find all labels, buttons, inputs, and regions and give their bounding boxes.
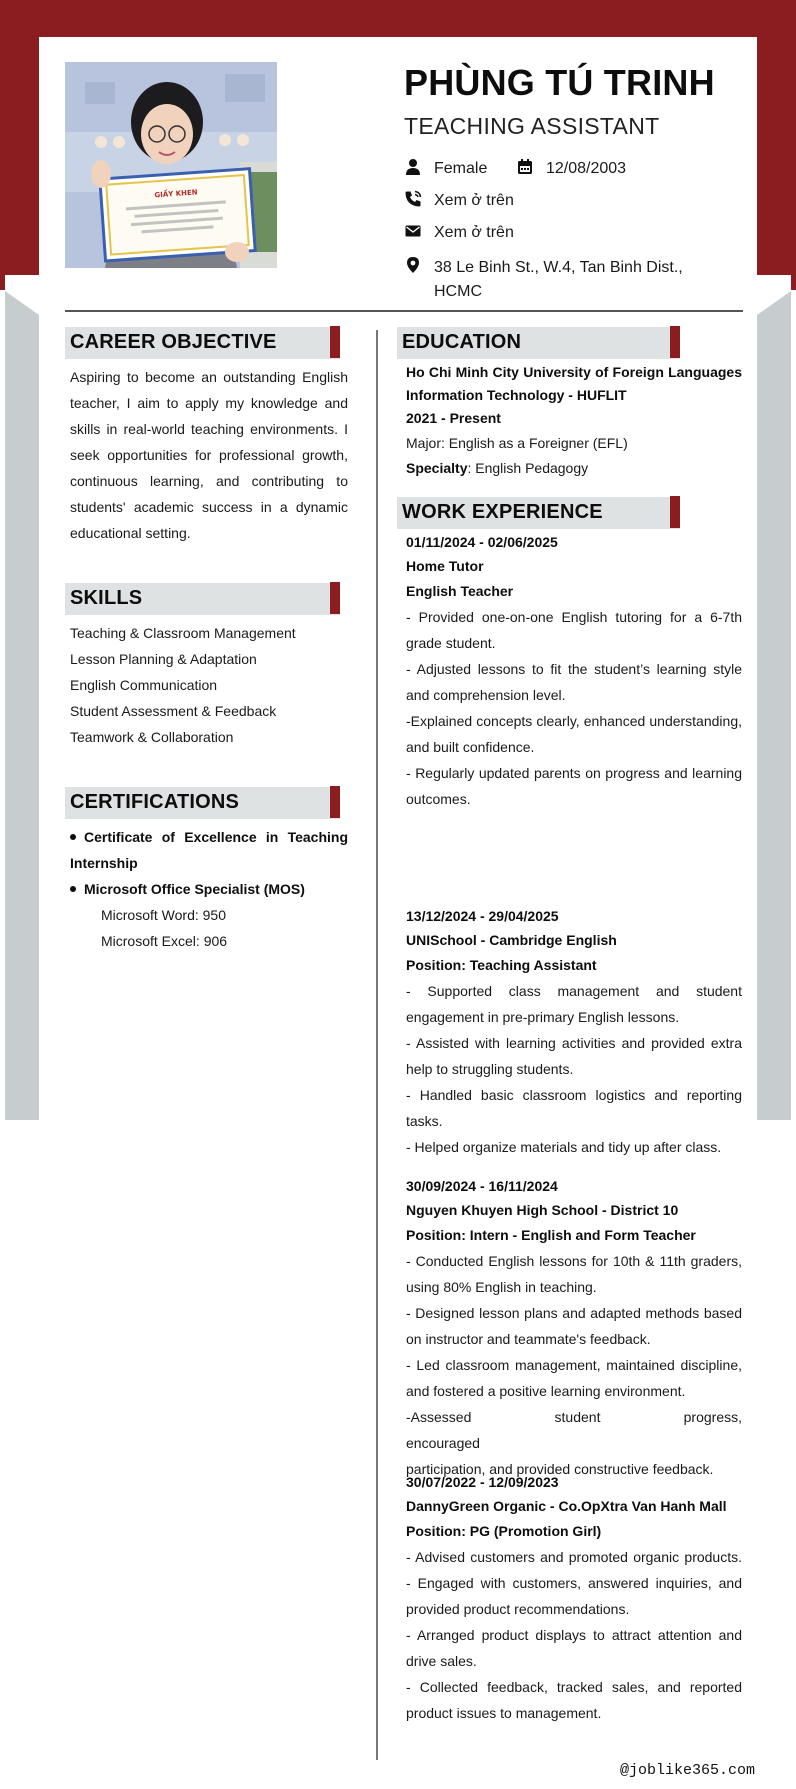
specialty-value: : English Pedagogy <box>467 460 589 476</box>
footer-watermark: @joblike365.com <box>620 1762 756 1779</box>
email: Xem ở trên <box>434 224 514 241</box>
section-heading-work-experience <box>397 497 680 529</box>
job-line: and built confidence. <box>406 739 535 755</box>
objective-line: students' academic success in a dynamic <box>70 499 348 515</box>
objective-line: continuous learning, and contributing to <box>70 473 348 489</box>
job-line: - Advised customers and promoted organic products. <box>406 1549 742 1565</box>
job-organization: Nguyen Khuyen High School - District 10 <box>406 1202 679 1218</box>
job-line: - Handled basic classroom logistics and reporting <box>406 1087 742 1103</box>
job-line: help to struggling students. <box>406 1061 574 1077</box>
job-line: - Collected feedback, tracked sales, and reported <box>406 1679 742 1695</box>
objective-line: skills in real-world teaching environments. I <box>70 421 348 437</box>
education-period: 2021 - Present <box>406 410 501 426</box>
phone: Xem ở trên <box>434 192 514 209</box>
job-organization: DannyGreen Organic - Co.OpXtra Van Hanh Mall <box>406 1498 727 1514</box>
objective-line: teacher, I aim to apply my knowledge and <box>70 395 348 411</box>
column-divider <box>376 330 378 1760</box>
job-line: - Engaged with customers, answered inquiries, and <box>406 1575 742 1591</box>
certifications-list <box>70 824 348 954</box>
skill-item: Student Assessment & Feedback <box>70 703 277 719</box>
person-icon <box>404 158 422 176</box>
job-line: product issues to management. <box>406 1705 602 1721</box>
job-organization: UNISchool - Cambridge English <box>406 932 617 948</box>
calendar-icon <box>516 158 534 176</box>
job-line: - Regularly updated parents on progress and learning <box>406 765 742 781</box>
career-objective-text <box>70 364 348 546</box>
certificate-item <box>70 876 348 902</box>
date-of-birth: 12/08/2003 <box>546 160 627 177</box>
skills-list <box>70 620 348 750</box>
job-line: -Explained concepts clearly, enhanced understanding, <box>406 713 742 729</box>
address-line-2: HCMC <box>434 283 482 300</box>
objective-line: seek opportunities for professional growth, <box>70 447 348 463</box>
certificate-text: GIẤY KHEN <box>154 188 198 200</box>
job-line: using 80% English in teaching. <box>406 1279 597 1295</box>
bullet-dot <box>70 886 76 892</box>
job-date: 01/11/2024 - 02/06/2025 <box>406 534 558 550</box>
section-heading-career-objective <box>65 327 340 359</box>
skill-item: Teaching & Classroom Management <box>70 625 296 641</box>
heading-accent-tab <box>330 786 340 818</box>
job-line: - Designed lesson plans and adapted methods based <box>406 1305 742 1321</box>
heading-accent-tab <box>670 326 680 358</box>
job-line: - Led classroom management, maintained discipline, <box>406 1357 742 1373</box>
envelope-icon <box>404 222 422 240</box>
skill-item: English Communication <box>70 677 218 693</box>
job-line: and comprehension level. <box>406 687 566 703</box>
job-description <box>406 1544 742 1726</box>
gender: Female <box>434 160 488 177</box>
header-divider <box>65 310 743 312</box>
section-heading-certifications <box>65 787 340 819</box>
certificate-name: Microsoft Office Specialist (MOS) <box>84 881 305 897</box>
job-line: - Adjusted lessons to fit the student’s learning style <box>406 661 742 677</box>
section-heading-skills <box>65 583 340 615</box>
job-line: drive sales. <box>406 1653 477 1669</box>
address-line-1: 38 Le Binh St., W.4, Tan Binh Dist., <box>434 259 683 276</box>
job-position: English Teacher <box>406 583 514 599</box>
job-description <box>406 604 742 812</box>
job-line: - Provided one-on-one English tutoring for a 6-7th <box>406 609 742 625</box>
address <box>434 256 683 304</box>
certificate-item-continued: Internship <box>70 855 138 871</box>
profile-photo <box>65 62 277 268</box>
heading-accent-tab <box>670 496 680 528</box>
job-description <box>406 978 742 1160</box>
skills-heading: SKILLS <box>70 587 143 609</box>
job-line: provided product recommendations. <box>406 1601 630 1617</box>
job-line: - Helped organize materials and tidy up after class. <box>406 1139 722 1155</box>
job-line: -Assessed student progress, encouraged <box>406 1409 742 1451</box>
location-pin-icon <box>404 256 422 274</box>
job-date: 30/07/2022 - 12/09/2023 <box>406 1474 559 1490</box>
job-position: Position: Intern - English and Form Teacher <box>406 1227 696 1243</box>
job-line: on instructor and teammate's feedback. <box>406 1331 651 1347</box>
education-heading: EDUCATION <box>402 331 522 353</box>
heading-accent-tab <box>330 582 340 614</box>
career-objective-heading: CAREER OBJECTIVE <box>70 331 277 353</box>
job-position: Position: Teaching Assistant <box>406 957 597 973</box>
job-line: engagement in pre-primary English lessons. <box>406 1009 680 1025</box>
skill-item: Teamwork & Collaboration <box>70 729 234 745</box>
education-entry <box>406 361 742 480</box>
job-organization: Home Tutor <box>406 558 484 574</box>
job-line: and fostered a positive learning environment. <box>406 1383 686 1399</box>
certificate-item <box>70 824 348 850</box>
job-line: - Arranged product displays to attract attention and <box>406 1627 742 1643</box>
certificate-name: Certificate of Excellence in Teaching <box>84 829 348 845</box>
objective-line: Aspiring to become an outstanding English <box>70 369 348 385</box>
work-experience-heading: WORK EXPERIENCE <box>402 501 603 523</box>
certificate-score: Microsoft Word: 950 <box>101 907 227 923</box>
phone-icon <box>404 190 422 208</box>
education-specialty <box>406 457 742 480</box>
job-line: - Assisted with learning activities and provided extra <box>406 1035 742 1051</box>
certifications-heading: CERTIFICATIONS <box>70 791 240 813</box>
job-date: 30/09/2024 - 16/11/2024 <box>406 1178 558 1194</box>
certificate-score: Microsoft Excel: 906 <box>101 933 228 949</box>
skill-item: Lesson Planning & Adaptation <box>70 651 257 667</box>
heading-accent-tab <box>330 326 340 358</box>
school-name: Ho Chi Minh City University of Foreign Languages <box>406 364 742 380</box>
job-date: 13/12/2024 - 29/04/2025 <box>406 908 559 924</box>
candidate-name: PHÙNG TÚ TRINH <box>404 62 715 103</box>
job-description <box>406 1248 742 1482</box>
job-line: - Supported class management and student <box>406 983 742 999</box>
job-line: - Conducted English lessons for 10th & 11th graders, <box>406 1253 742 1269</box>
objective-line: educational setting. <box>70 525 191 541</box>
education-major: Major: English as a Foreigner (EFL) <box>406 435 628 451</box>
school-name-continued: Information Technology - HUFLIT <box>406 387 627 403</box>
job-line: tasks. <box>406 1113 443 1129</box>
section-heading-education <box>397 327 680 359</box>
bullet-dot <box>70 834 76 840</box>
job-line: participation, and provided constructive feedback. <box>406 1461 714 1477</box>
job-line: outcomes. <box>406 791 471 807</box>
job-line: grade student. <box>406 635 496 651</box>
specialty-label: Specialty <box>406 460 468 476</box>
job-position: Position: PG (Promotion Girl) <box>406 1523 602 1539</box>
job-title: TEACHING ASSISTANT <box>404 113 660 139</box>
